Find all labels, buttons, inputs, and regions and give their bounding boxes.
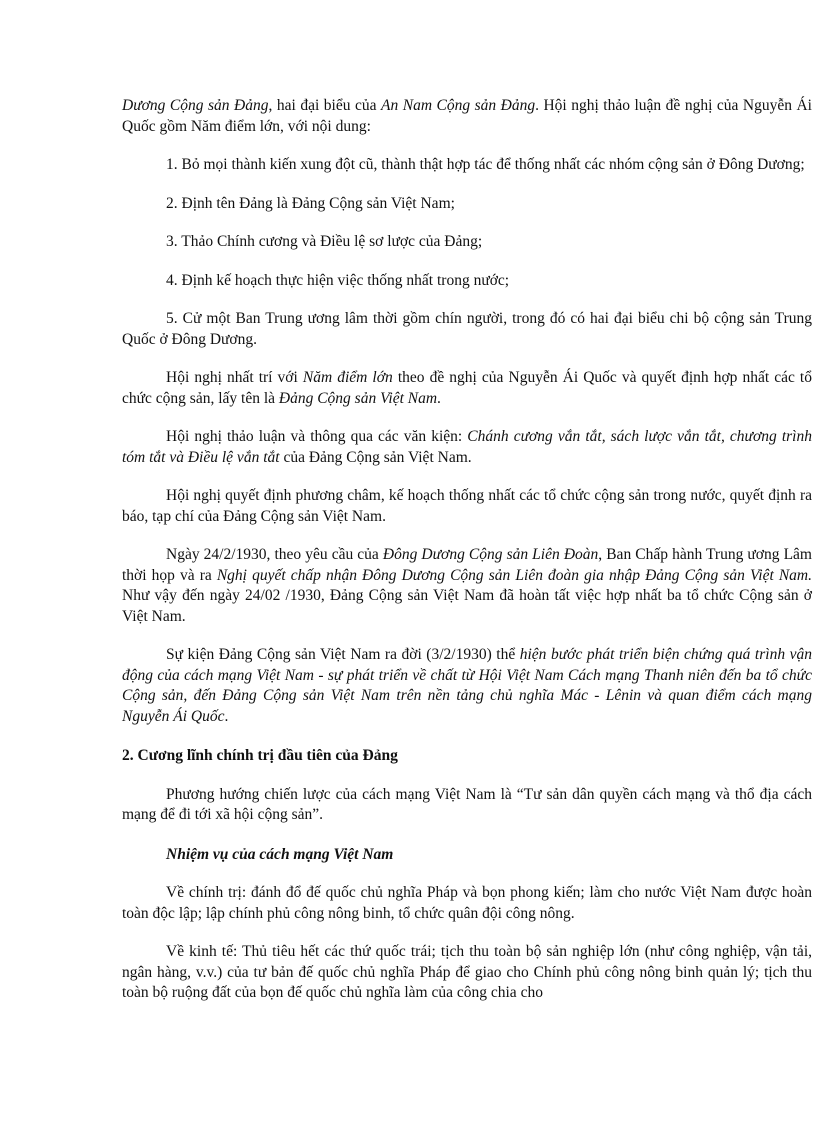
text-run: Như vậy đến ngày 24/02 /1930, Đảng Cộng sản Việt Nam đã hoàn tất việc hợp nhất ba tổ chức Cộng sản ở Việt Nam. [122, 587, 812, 625]
text-run: . [224, 707, 229, 725]
document-page [122, 96, 812, 1004]
paragraph-agreement [122, 368, 812, 409]
italic-run: hiện bước phát triển biện chứng quá trình vận động của cách mạng Việt Nam - sự phát triển về chất từ Hội Việt Nam Cách mạng Thanh niên đến ba tổ chức Cộng sản, đến Đảng Cộng sản Việt Nam trên nền tảng chủ nghĩa Mác - Lênin và quan điểm cách mạng Nguyễn Ái Quốc [122, 646, 812, 725]
italic-run: Đảng Cộng sản Việt Nam [278, 389, 438, 407]
italic-run: Năm điểm lớn [302, 369, 393, 386]
text-run: Sự kiện Đảng Cộng sản Việt Nam ra đời (3/2/1930) thể [166, 646, 520, 663]
text-run: . [437, 389, 441, 407]
text-run: Hội nghị nhất trí với [166, 369, 303, 386]
text-run: Ngày 24/2/1930, theo yêu cầu của [166, 546, 383, 563]
section-title: 2. Cương lĩnh chính trị đầu tiên của Đảng [122, 747, 398, 764]
text-run: . Hội nghị thảo luận đề nghị của Nguyễn Ái Quốc gồm Năm điểm lớn, với nội dung: [122, 97, 812, 135]
italic-run: Chánh cương vắn tắt, sách lược vắn tắt, chương trình tóm tắt và Điều lệ vắn tắt [122, 428, 812, 466]
party-name-italic: An Nam Cộng sản Đảng [381, 97, 536, 114]
party-name-italic: Dương Cộng sản Đảng [122, 97, 269, 114]
paragraph-politics: Về chính trị: đánh đổ đế quốc chủ nghĩa Pháp và bọn phong kiến; làm cho nước Việt Nam được hoàn toàn độc lập; lập chính phủ công nông binh, tổ chức quân đội công nông. [122, 884, 812, 922]
point-1: 1. Bỏ mọi thành kiến xung đột cũ, thành thật hợp tác để thống nhất các nhóm cộng sản ở Đông Dương; [166, 156, 805, 173]
paragraph-intro [122, 96, 812, 137]
text-run: của Đảng Cộng sản Việt Nam. [279, 448, 472, 466]
subheading: Nhiệm vụ của cách mạng Việt Nam [166, 845, 394, 863]
point-3: 3. Thảo Chính cương và Điều lệ sơ lược của Đảng; [166, 233, 483, 250]
italic-run: Nghị quyết chấp nhận Đông Dương Cộng sản Liên đoàn gia nhập Đảng Cộng sản Việt Nam. [216, 566, 812, 584]
paragraph-economy: Về kinh tế: Thủ tiêu hết các thứ quốc trái; tịch thu toàn bộ sản nghiệp lớn (như công nghiệp, vận tải, ngân hàng, v.v.) của tư bản đế quốc chủ nghĩa Pháp để giao cho Chính phủ công nông binh quản lý; tịch thu toàn bộ ruộng đất của bọn đế quốc chủ nghĩa làm của công chia cho [122, 943, 812, 1001]
paragraph-event [122, 645, 812, 727]
text-run: Hội nghị thảo luận và thông qua các văn kiện: [166, 428, 468, 445]
text-run: theo đề nghị của Nguyễn Ái Quốc và quyết định hợp nhất các tổ chức cộng sản, lấy tên là [122, 369, 812, 407]
point-5: 5. Cử một Ban Trung ương lâm thời gồm chín người, trong đó có hai đại biểu chi bộ cộng sản Trung Quốc ở Đông Dương. [122, 310, 812, 348]
paragraph-decision: Hội nghị quyết định phương châm, kế hoạch thống nhất các tổ chức cộng sản trong nước, quyết định ra báo, tạp chí của Đảng Cộng sản Việt Nam. [122, 487, 812, 525]
italic-run: Đông Dương Cộng sản Liên Đoàn [382, 546, 599, 563]
text-run: , Ban Chấp hành Trung ương Lâm thời họp và ra [122, 546, 812, 584]
point-4: 4. Định kế hoạch thực hiện việc thống nhất trong nước; [166, 271, 510, 289]
text-run: , hai đại biểu của [268, 97, 381, 114]
paragraph-direction: Phương hướng chiến lược của cách mạng Việt Nam là “Tư sản dân quyền cách mạng và thổ địa cách mạng để đi tới xã hội cộng sản”. [122, 785, 812, 823]
paragraph-documents [122, 427, 812, 468]
point-2: 2. Định tên Đảng là Đảng Cộng sản Việt Nam; [166, 194, 455, 212]
paragraph-date [122, 545, 812, 627]
